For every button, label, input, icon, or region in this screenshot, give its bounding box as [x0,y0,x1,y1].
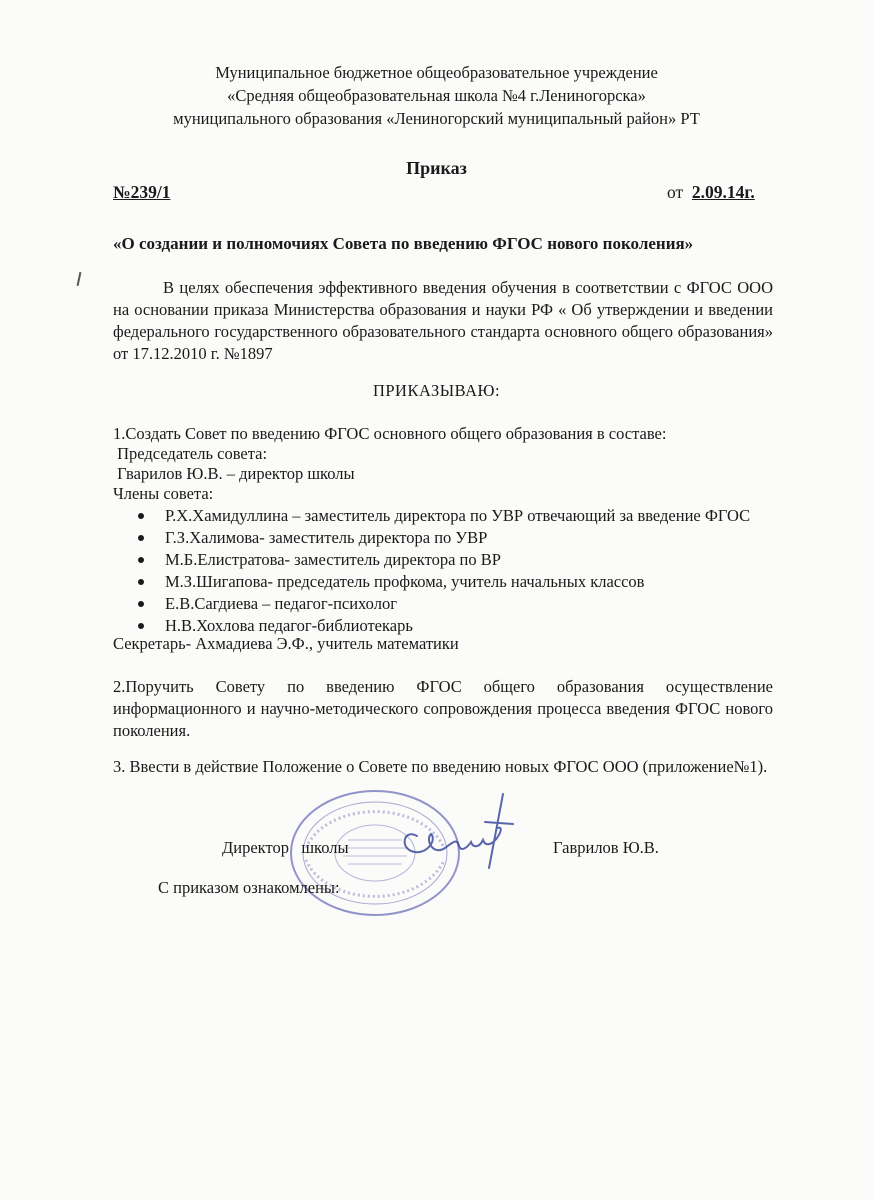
item-2: 2.Поручить Совету по введению ФГОС общего образования осуществление информационного и научно-методического сопровождения процесса введения ФГОС нового поколения. [113,677,773,740]
chair-name: Гварилов Ю.В. – директор школы [113,464,355,483]
bullet-icon [138,513,144,519]
bullet-icon [138,579,144,585]
item-1-text: 1.Создать Совет по введению ФГОС основного общего образования в составе: [113,424,667,443]
secretary: Секретарь- Ахмадиева Э.Ф., учитель математики [113,634,459,653]
header-line-3: муниципального образования «Лениногорский муниципальный район» РТ [173,109,700,128]
director-role: Директор школы [222,838,349,857]
margin-mark [77,272,82,286]
header-line-1: Муниципальное бюджетное общеобразовательное учреждение [215,63,658,82]
bullet-icon [138,535,144,541]
order-subject: «О создании и полномочиях Совета по введению ФГОС нового поколения» [113,234,694,253]
member-text: Г.З.Халимова- заместитель директора по УВР [165,528,488,547]
preamble: В целях обеспечения эффективного введения обучения в соответствии с ФГОС ООО на основании приказа Министерства образования и науки РФ « Об утверждении и введении федерального государственного образовательного стандарта основного общего образования» от 17.12.2010 г. №1897 [113,278,773,363]
order-date: 2.09.14г. [691,182,755,202]
chair-label: Председатель совета: [113,444,268,463]
date-prefix: от [667,182,684,202]
list-item [135,571,750,593]
member-text: М.З.Шигапова- председатель профкома, учитель начальных классов [165,572,645,591]
bullet-icon [138,601,144,607]
list-item [135,549,750,571]
acknowledged-label: С приказом ознакомлены: [158,878,340,897]
orders-label: ПРИКАЗЫВАЮ: [372,381,501,400]
item-3: 3. Ввести в действие Положение о Совете по введению новых ФГОС ООО (приложение№1). [113,757,768,776]
member-text: М.Б.Елистратова- заместитель директора по ВР [165,550,501,569]
handwritten-signature-icon [385,788,525,878]
member-text: Н.В.Хохлова педагог-библиотекарь [165,616,413,635]
director-name: Гаврилов Ю.В. [553,838,659,857]
document-title: Приказ [406,158,467,178]
member-text: Р.Х.Хамидуллина – заместитель директора по УВР отвечающий за введение ФГОС [165,506,751,525]
members-label: Члены совета: [113,484,214,503]
list-item [135,527,750,549]
order-date-block [667,182,755,203]
list-item [135,505,750,527]
bullet-icon [138,623,144,629]
list-item [135,593,750,615]
member-text: Е.В.Сагдиева – педагог-психолог [165,594,397,613]
header-line-2: «Средняя общеобразовательная школа №4 г.Лениногорска» [227,86,646,105]
bullet-icon [138,557,144,563]
order-number: №239/1 [113,182,171,202]
members-list [135,505,750,637]
